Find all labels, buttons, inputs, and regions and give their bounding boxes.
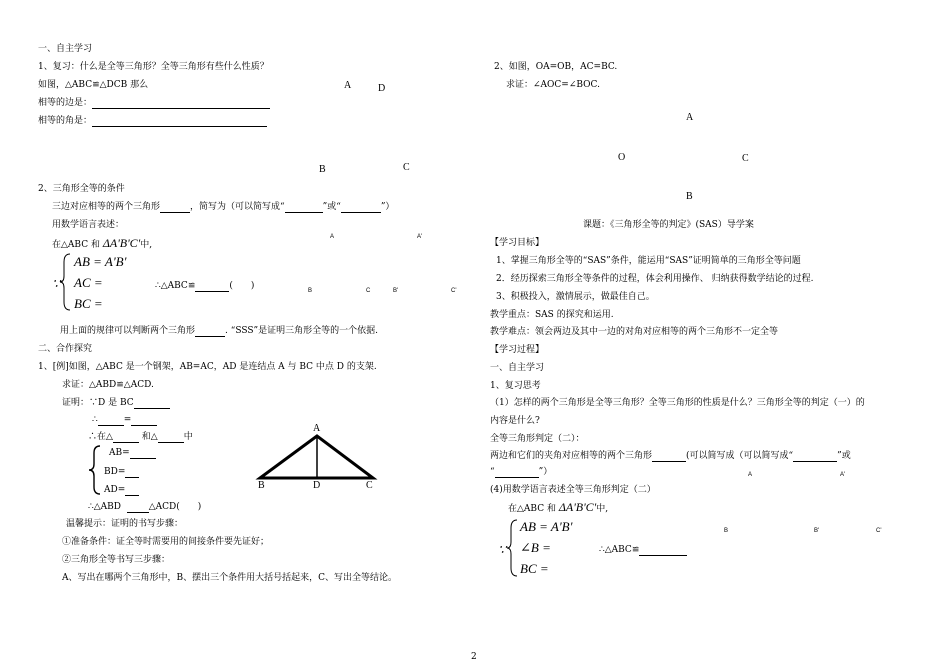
example-prove: 求证：△ABD≌△ACD. — [62, 380, 154, 390]
equation-ac: AC = — [74, 275, 103, 290]
teaching-difficulty: 教学难点：领会两边及其中一边的对角对应相等的两个三角形不一定全等 — [490, 327, 779, 337]
tip-2: ②三角形全等书写三步骤： — [62, 555, 171, 565]
fig4-label-a: A — [686, 112, 694, 123]
fig5-label-b: B — [724, 528, 729, 534]
goal-2: 2．经历探索三角形全等条件的过程，体会利用操作、 归纳获得数学结论的过程. — [496, 274, 814, 284]
fig4-label-b: B — [686, 191, 693, 202]
sas-blank-3[interactable] — [495, 468, 539, 478]
rule-blank[interactable] — [195, 327, 225, 337]
proof-ad: AD= — [104, 485, 139, 496]
proof-blank-2b[interactable] — [131, 416, 157, 426]
right-question-2: 2、如图，OA=OB，AC=BC. — [494, 62, 618, 72]
fig3-label-c: C — [366, 480, 373, 491]
right-equation-angle-b: ∠B = — [520, 540, 551, 555]
in-triangles-label: 在△ABC 和 ΔA'B'C'中, — [52, 236, 153, 250]
tip-1: ①准备条件：证全等时需要用的间接条件要先证好； — [62, 537, 270, 547]
learning-process-title: 【学习过程】 — [490, 345, 545, 355]
equation-bc: BC = — [74, 296, 103, 311]
proof-blank-3b[interactable] — [158, 433, 184, 443]
proof-ab-blank[interactable] — [130, 449, 156, 459]
review-question-1b: 内容是什么? — [490, 416, 540, 426]
section-title-cooperation: 二、合作探究 — [38, 344, 93, 354]
proof-conclusion: ∴△ABD △ACD( ) — [88, 502, 202, 512]
proof-line-1: 证明：∵D 是 BC — [62, 398, 170, 409]
fig4-label-o: O — [618, 152, 626, 163]
equal-angles-blank[interactable] — [92, 117, 267, 127]
proof-blank-3a[interactable] — [113, 433, 139, 443]
fig3-label-a: A — [313, 423, 321, 434]
figure-statement: 如图，△ABC≌△DCB 那么 — [38, 80, 149, 90]
sas-blank-2[interactable] — [793, 452, 837, 462]
fig2-label-a-prime: A' — [417, 234, 423, 240]
fig2-label-a: A — [330, 234, 335, 240]
equal-angles-label: 相等的角是： — [38, 116, 267, 127]
sas-math-language: (4)用数学语言表述全等三角形判定（二） — [490, 485, 656, 495]
fig2-label-c-prime: C' — [451, 288, 457, 294]
sas-blank-1[interactable] — [652, 452, 686, 462]
page-number: 2 — [471, 652, 477, 662]
sas-statement-cont: “ ”） — [490, 467, 553, 477]
fig5-label-a-prime: A' — [840, 472, 846, 478]
review-thinking: 1、复习思考 — [490, 381, 541, 391]
goal-1: 1、掌握三角形全等的“SAS”条件，能运用“SAS”证明简单的三角形全等问题 — [496, 256, 801, 266]
tip-3: A、写出在哪两个三角形中，B、摆出三个条件用大括号括起来，C、写出全等结论。 — [62, 573, 398, 583]
proof-bd: BD= — [104, 467, 139, 478]
example-statement: 1、[例]如图，△ABC 是一个钢架，AB=AC，AD 是连结点 A 与 BC 中点 D 的支架. — [38, 362, 377, 372]
right-therefore-sas: ∴△ABC≌ — [599, 545, 687, 556]
brace-left-1 — [60, 252, 72, 312]
fig1-label-b: B — [319, 164, 326, 175]
review-question: 1、复习：什么是全等三角形？全等三角形有些什么性质？ — [38, 62, 269, 72]
goal-3: 3、积极投入，激情展示，做最佳自己。 — [496, 292, 655, 302]
right-section-self-study: 一、自主学习 — [490, 363, 545, 373]
equal-sides-label: 相等的边是： — [38, 98, 270, 109]
fig2-label-b: B — [308, 288, 313, 294]
sas-statement: 两边和它们的夹角对应相等的两个三角形 (可以简写成（可以简写成“ ”或 — [490, 451, 851, 461]
right-question-2-prove: 求证：∠AOC=∠BOC. — [506, 80, 600, 90]
therefore-sss: ∴△ABC≌ ( ) — [155, 281, 255, 291]
math-language-label: 用数学语言表述： — [52, 220, 125, 230]
proof-conclusion-blank[interactable] — [127, 503, 149, 513]
congruence-conditions-title: 2、三角形全等的条件 — [38, 184, 125, 194]
sss-blank-1[interactable] — [160, 203, 190, 213]
fig1-label-c: C — [403, 162, 410, 173]
proof-line-2: ∴ = — [92, 415, 157, 426]
equal-sides-blank[interactable] — [92, 99, 270, 109]
fig1-label-a: A — [344, 80, 352, 91]
teaching-key-point: 教学重点：SAS 的探究和运用. — [490, 310, 614, 320]
right-in-triangles: 在△ABC 和 ΔA'B'C'中, — [508, 500, 609, 514]
fig5-label-c-prime: C' — [876, 528, 882, 534]
fig2-label-c: C — [366, 288, 371, 294]
sss-statement: 三边对应相等的两个三角形 ，简写为（可以简写成“ ”或“ ”） — [52, 202, 395, 212]
sss-blank-3[interactable] — [341, 203, 381, 213]
right-equation-ab: AB = A'B' — [520, 519, 573, 534]
brace-left-2 — [88, 444, 102, 496]
fig1-label-d: D — [378, 83, 386, 94]
review-question-1a: （1）怎样的两个三角形是全等三角形？全等三角形的性质是什么？三角形全等的判定（一）的 — [490, 398, 865, 408]
therefore-blank[interactable] — [195, 282, 229, 292]
proof-ad-blank[interactable] — [125, 486, 139, 496]
right-therefore-blank[interactable] — [639, 546, 687, 556]
fig5-label-a: A — [748, 472, 753, 478]
proof-ab: AB= — [109, 448, 156, 459]
right-equation-bc: BC = — [520, 561, 549, 576]
proof-line-3: ∴在△ 和△ 中 — [88, 432, 193, 442]
proof-blank-2a[interactable] — [98, 416, 124, 426]
fig4-label-c: C — [742, 153, 749, 164]
fig3-label-b: B — [258, 480, 265, 491]
proof-bd-blank[interactable] — [125, 468, 139, 478]
congruence-judgement-2: 全等三角形判定（二）： — [490, 434, 585, 444]
learning-goals-title: 【学习目标】 — [490, 238, 545, 248]
lesson-title: 课题：《三角形全等的判定》(SAS）导学案 — [583, 220, 754, 230]
section-title-self-study: 一、自主学习 — [38, 44, 93, 54]
sss-rule: 用上面的规律可以判断两个三角形 . “SSS”是证明三角形全等的一个依据. — [60, 326, 378, 336]
right-because-symbol: ∵ — [498, 542, 507, 557]
equation-ab: AB = A'B' — [74, 254, 127, 269]
sss-blank-2[interactable] — [285, 203, 323, 213]
tips-title: 温馨提示：证明的书写步骤： — [66, 519, 184, 529]
brace-right-1 — [507, 518, 519, 578]
proof-blank-1[interactable] — [134, 399, 170, 409]
fig3-label-d: D — [313, 480, 321, 491]
fig5-label-b-prime: B' — [814, 528, 820, 534]
fig2-label-b-prime: B' — [393, 288, 399, 294]
because-symbol: ∵ — [52, 276, 61, 291]
